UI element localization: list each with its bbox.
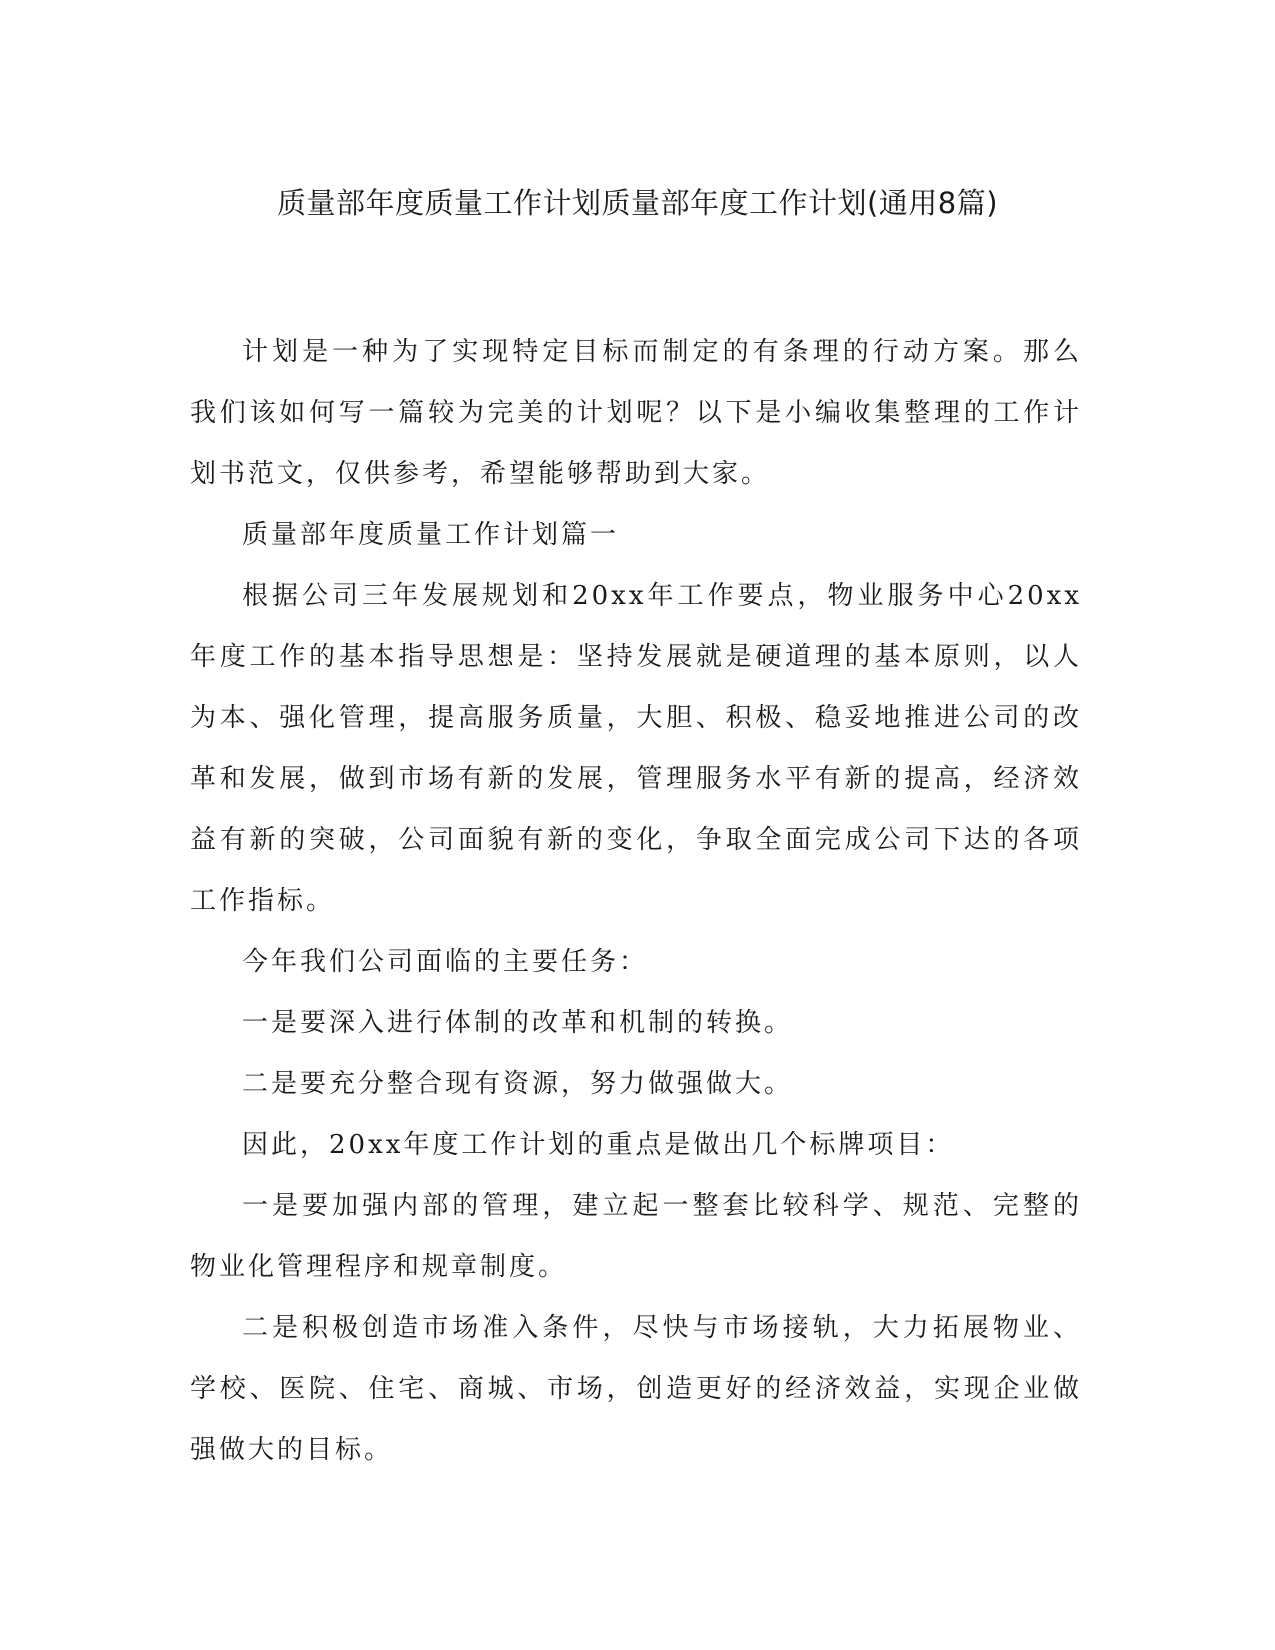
- body-paragraph: 二是积极创造市场准入条件，尽快与市场接轨，大力拓展物业、学校、医院、住宅、商城、市场，创造更好的经济效益，实现企业做强做大的目标。: [190, 1313, 1082, 1465]
- body-paragraph: 一是要加强内部的管理，建立起一整套比较科学、规范、完整的物业化管理程序和规章制度。: [190, 1191, 1082, 1282]
- body-paragraph: 二是要充分整合现有资源，努力做强做大。: [242, 1069, 794, 1099]
- body-paragraph: 根据公司三年发展规划和20xx年工作要点，物业服务中心20xx年度工作的基本指导思想是：坚持发展就是硬道理的基本原则，以人为本、强化管理，提高服务质量，大胆、积极、稳妥地推进公司的改革和发展，做到市场有新的发展，管理服务水平有新的提高，经济效益有新的突破，公司面貌有新的变化，争取全面完成公司下达的各项工作指标。: [190, 581, 1082, 916]
- body-paragraph: 因此，20xx年度工作计划的重点是做出几个标牌项目：: [242, 1130, 955, 1160]
- body-paragraph: 今年我们公司面临的主要任务：: [242, 947, 649, 977]
- intro-paragraph: 计划是一种为了实现特定目标而制定的有条理的行动方案。那么我们该如何写一篇较为完美的计划呢？以下是小编收集整理的工作计划书范文，仅供参考，希望能够帮助到大家。: [190, 337, 1082, 489]
- document-body: [190, 322, 1082, 1481]
- body-paragraph: 一是要深入进行体制的改革和机制的转换。: [242, 1008, 794, 1038]
- section-heading: 质量部年度质量工作计划篇一: [242, 520, 620, 550]
- document-title: 质量部年度质量工作计划质量部年度工作计划(通用8篇): [276, 186, 999, 220]
